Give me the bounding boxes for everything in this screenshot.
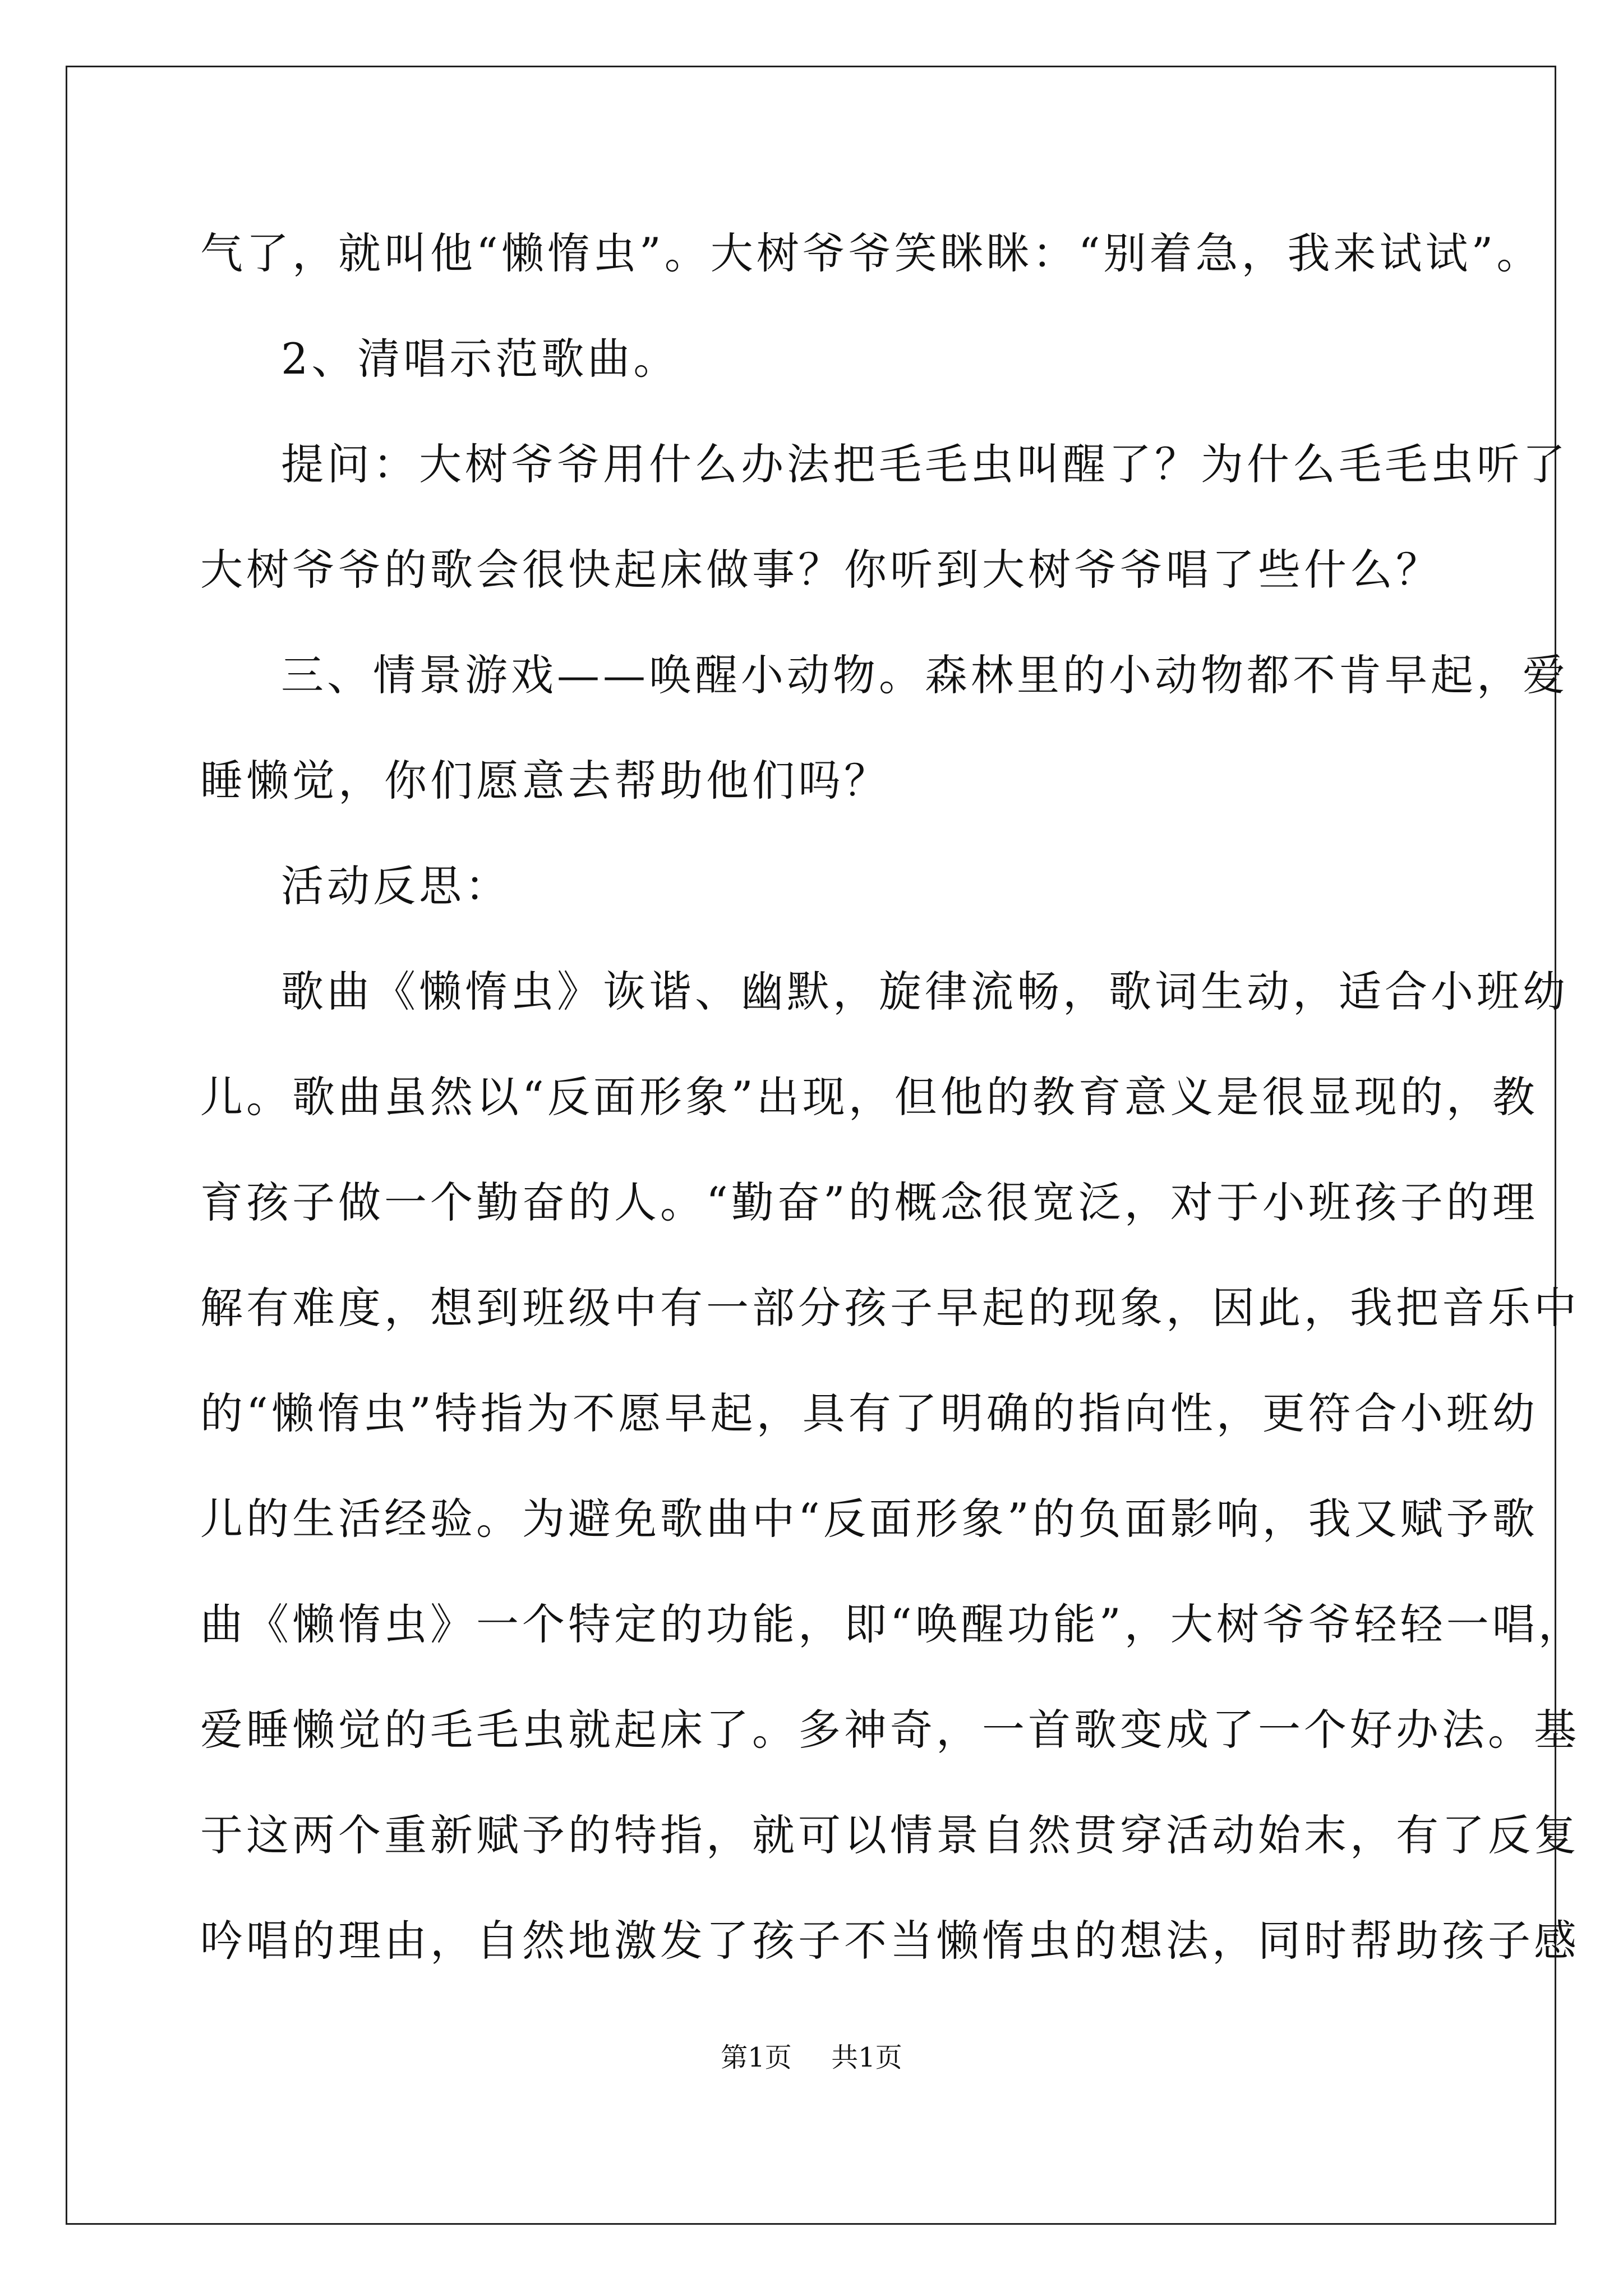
text-line: 于这两个重新赋予的特指，就可以情景自然贯穿活动始末，有了反复 [200, 1810, 1580, 1860]
text-line: 爱睡懒觉的毛毛虫就起床了。多神奇，一首歌变成了一个好办法。基 [200, 1705, 1580, 1755]
text-line: 曲《懒惰虫》一个特定的功能，即“唤醒功能”，大树爷爷轻轻一唱， [200, 1599, 1584, 1649]
text-line: 三、情景游戏——唤醒小动物。森林里的小动物都不肯早起，爱 [281, 650, 1569, 700]
text-line: 育孩子做一个勤奋的人。“勤奋”的概念很宽泛，对于小班孩子的理 [200, 1177, 1538, 1227]
text-line: 气了，就叫他“懒惰虫”。大树爷爷笑眯眯：“别着急，我来试试”。 [200, 228, 1543, 278]
page-total: 共1页 [831, 2042, 902, 2073]
text-line: 大树爷爷的歌会很快起床做事？你听到大树爷爷唱了些什么？ [200, 545, 1442, 595]
text-line: 吟唱的理由，自然地激发了孩子不当懒惰虫的想法，同时帮助孩子感 [200, 1916, 1580, 1966]
text-line: 儿的生活经验。为避免歌曲中“反面形象”的负面影响，我又赋予歌 [200, 1494, 1538, 1544]
text-line: 活动反思： [281, 861, 511, 911]
text-line: 解有难度，想到班级中有一部分孩子早起的现象，因此，我把音乐中 [200, 1283, 1580, 1333]
text-line: 儿。歌曲虽然以“反面形象”出现，但他的教育意义是很显现的，教 [200, 1072, 1538, 1122]
page-number: 第1页 [721, 2042, 792, 2073]
text-line: 2、清唱示范歌曲。 [281, 334, 680, 384]
page-footer [0, 2041, 1623, 2074]
text-line: 睡懒觉，你们愿意去帮助他们吗？ [200, 756, 890, 806]
text-line: 提问：大树爷爷用什么办法把毛毛虫叫醒了？为什么毛毛虫听了 [281, 439, 1569, 489]
text-line: 歌曲《懒惰虫》诙谐、幽默，旋律流畅，歌词生动，适合小班幼 [281, 967, 1569, 1016]
text-line: 的“懒惰虫”特指为不愿早起，具有了明确的指向性，更符合小班幼 [200, 1388, 1538, 1438]
